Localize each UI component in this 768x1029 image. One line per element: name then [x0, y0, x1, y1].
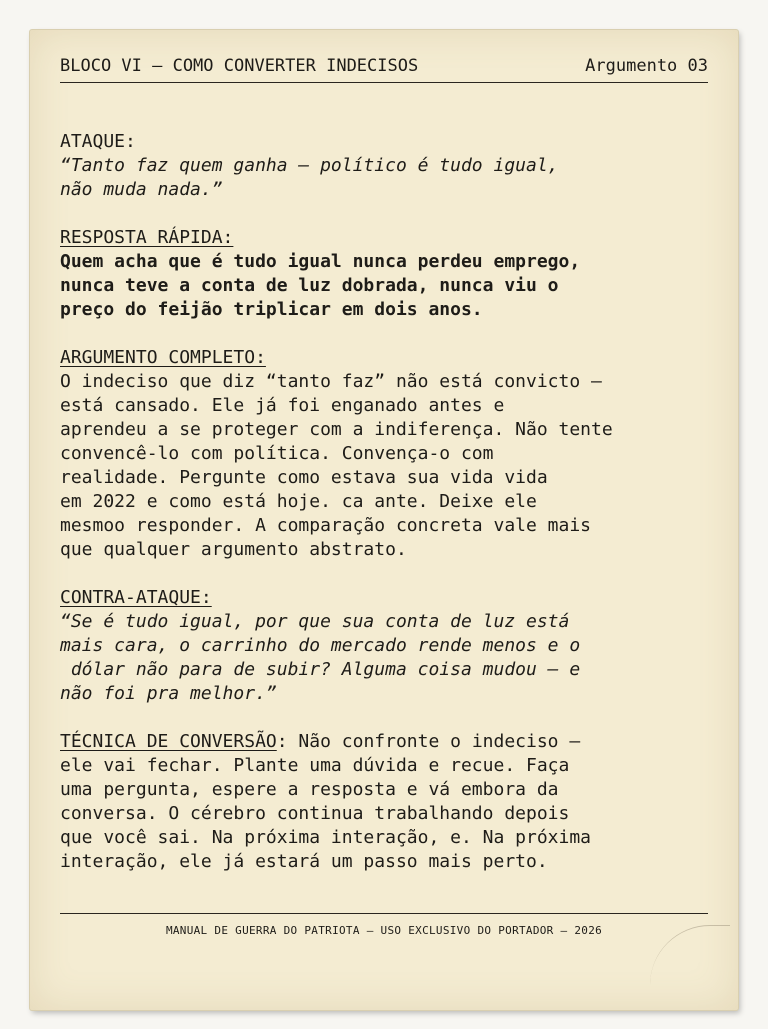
tecnica-line: que você sai. Na próxima interação, e. Na próxima [60, 827, 592, 848]
footer-text: MANUAL DE GUERRA DO PATRIOTA – USO EXCLUSIVO DO PORTADOR – 2026 [165, 924, 603, 937]
argumento-line: está cansado. Ele já foi enganado antes e [60, 395, 505, 416]
argumento-line: O indeciso que diz “tanto faz” não está convicto – [60, 371, 602, 392]
contra-line: “Se é tudo igual, por que sua conta de luz está [60, 611, 570, 632]
tecnica-heading: TÉCNICA DE CONVERSÃO [60, 731, 277, 752]
contra-line: dólar não para de subir? Alguma coisa mudou – e [60, 659, 581, 680]
resposta-line: preço do feijão triplicar em dois anos. [60, 299, 483, 320]
resposta-line: Quem acha que é tudo igual nunca perdeu emprego, [60, 251, 581, 272]
contra-line: não foi pra melhor.” [60, 683, 277, 704]
resposta-heading: RESPOSTA RÁPIDA: [60, 227, 234, 248]
contra-line: mais cara, o carrinho do mercado rende menos e o [60, 635, 581, 656]
resposta-section [60, 226, 728, 322]
argumento-line: convencê-lo com política. Convença-o com [60, 443, 494, 464]
argumento-line: realidade. Pergunte como estava sua vida vida [60, 467, 548, 488]
document-header [60, 56, 708, 83]
contra-section [60, 586, 728, 706]
argumento-line: aprendeu a se proteger com a indiferença. Não tente [60, 419, 613, 440]
argumento-line: que qualquer argumento abstrato. [60, 539, 407, 560]
resposta-line: nunca teve a conta de luz dobrada, nunca viu o [60, 275, 559, 296]
tecnica-first-line: : Não confronte o indeciso – [276, 731, 581, 752]
argumento-line: em 2022 e como está hoje. ca ante. Deixe ele [60, 491, 537, 512]
argumento-section [60, 346, 728, 562]
tecnica-line: ele vai fechar. Plante uma dúvida e recue. Faça [60, 755, 570, 776]
tecnica-section [60, 730, 728, 874]
document-body [60, 130, 728, 898]
block-title: BLOCO VI – COMO CONVERTER INDECISOS [60, 56, 419, 76]
argument-number: Argumento 03 [585, 56, 708, 76]
contra-heading: CONTRA-ATAQUE: [60, 587, 212, 608]
ataque-line: não muda nada.” [60, 179, 223, 200]
ataque-section [60, 130, 728, 202]
argumento-line: mesmoo responder. A comparação concreta vale mais [60, 515, 592, 536]
ataque-line: “Tanto faz quem ganha – político é tudo igual, [60, 155, 559, 176]
document-footer [60, 913, 708, 937]
argumento-heading: ARGUMENTO COMPLETO: [60, 347, 266, 368]
ataque-heading: ATAQUE: [60, 131, 136, 152]
tecnica-line: conversa. O cérebro continua trabalhando depois [60, 803, 570, 824]
tecnica-line: interação, ele já estará um passo mais perto. [60, 851, 548, 872]
tecnica-line: uma pergunta, espere a resposta e vá embora da [60, 779, 559, 800]
